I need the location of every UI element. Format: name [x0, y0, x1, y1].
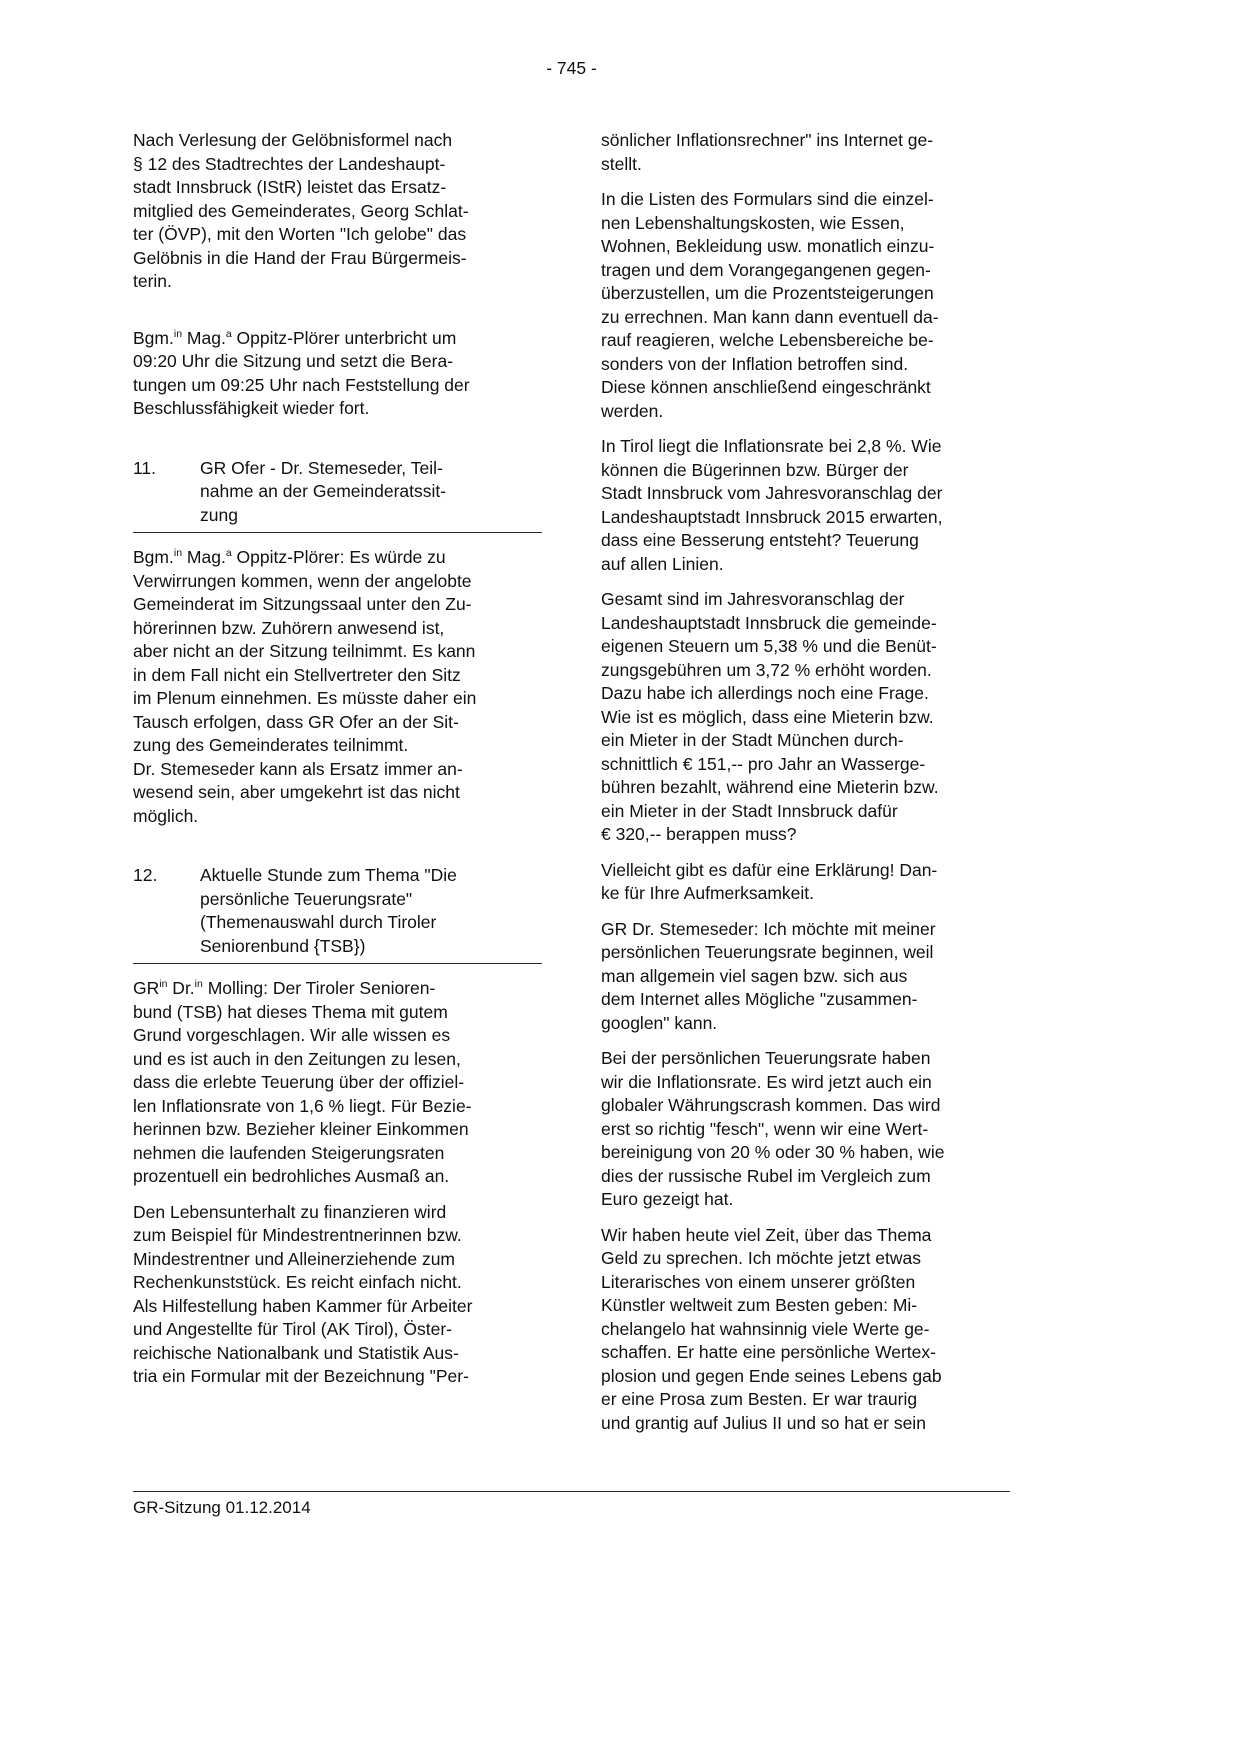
paragraph: GR Dr. Stemeseder: Ich möchte mit meiner persönlichen Teuerungsrate beginnen, weil man allgemein viel sagen bzw. sich aus dem Internet alles Mögliche "zusammen- googlen" kann. — [601, 918, 936, 1033]
page-number: - 745 - — [546, 58, 597, 78]
paragraph: In die Listen des Formulars sind die einzel- nen Lebenshaltungskosten, wie Essen, Wohnen, Bekleidung usw. monatlich einzu- tragen und dem Vorangegangenen gegen- überzustellen, um die Prozentsteigerungen zu errechnen. Man kann dann eventuell da- rauf reagieren, welche Lebensbereiche be- sonders von der Inflation betroffen sind. Diese können anschließend eingeschränkt werden. — [601, 189, 939, 421]
left-column — [133, 129, 542, 1447]
agenda-item-heading — [133, 457, 542, 534]
superscript: a — [225, 547, 232, 560]
superscript: in — [194, 978, 203, 991]
footer-session-label: GR-Sitzung 01.12.2014 — [133, 1498, 311, 1517]
agenda-item-number: 11. — [133, 457, 157, 478]
agenda-item-heading — [133, 864, 542, 964]
agenda-item-number: 12. — [133, 865, 158, 885]
paragraph: Bei der persönlichen Teuerungsrate haben wir die Inflationsrate. Es wird jetzt auch ein globaler Währungscrash kommen. Das wird erst so richtig "fesch", wenn wir eine Wert- bereinigung von 20 % oder 30 % haben, wie dies der russische Rubel im Vergleich zum Euro gezeigt hat. — [601, 1048, 945, 1209]
superscript: a — [225, 327, 232, 340]
agenda-item-title: Aktuelle Stunde zum Thema "Die persönliche Teuerungsrate" (Themenauswahl durch Tiroler Seniorenbund {TSB}) — [200, 865, 457, 956]
superscript: in — [159, 978, 168, 991]
paragraph: Vielleicht gibt es dafür eine Erklärung! Dan- ke für Ihre Aufmerksamkeit. — [601, 859, 938, 903]
paragraph: Bgm.$^{in}$ Mag.$^a$ Oppitz-Plörer: Es würde zu Verwirrungen kommen, wenn der angelobte Gemeinderat im Sitzungssaal unter den Zu- hörerinnen bzw. Zuhörern anwesend ist, aber nicht an der Sitzung teilnimmt. Es kann in dem Fall nicht ein Stellvertreter den Sitz im Plenum einnehmen. Es müsste daher ein Tausch erfolgen, dass GR Ofer an der Sit- zung des Gemeinderates teilnimmt. Dr. Stemeseder kann als Ersatz immer an- wesend sein, aber umgekehrt ist das nicht möglich. — [133, 547, 477, 826]
paragraph: Bgm.$^{in}$ Mag.$^a$ Oppitz-Plörer unterbricht um 09:20 Uhr die Sitzung und setzt die Bera- tungen um 09:25 Uhr nach Feststellung der Beschlussfähigkeit wieder fort. — [133, 327, 470, 418]
right-column — [601, 129, 1010, 1447]
page-footer — [133, 1491, 1010, 1519]
agenda-item-title: GR Ofer - Dr. Stemeseder, Teil- nahme an der Gemeinderatssit- zung — [200, 457, 447, 525]
paragraph: Den Lebensunterhalt zu finanzieren wird zum Beispiel für Mindestrentnerinnen bzw. Mindestrentner und Alleinerziehende zum Rechenkunststück. Es reicht einfach nicht. Als Hilfestellung haben Kammer für Arbeiter und Angestellte für Tirol (AK Tirol), Öster- reichische Nationalbank und Statistik Aus- tria ein Formular mit der Bezeichnung "Per- — [133, 1201, 473, 1386]
paragraph: Nach Verlesung der Gelöbnisformel nach § 12 des Stadtrechtes der Landeshaupt- stadt Innsbruck (IStR) leistet das Ersatz- mitglied des Gemeinderates, Georg Schlat- ter (ÖVP), mit den Worten "Ich gelobe" das Gelöbnis in die Hand der Frau Bürgermeis- terin. — [133, 130, 469, 291]
paragraph: sönlicher Inflationsrechner" ins Internet ge- stellt. — [601, 130, 934, 174]
page-body — [133, 129, 1010, 1447]
superscript: in — [173, 547, 183, 560]
paragraph: $GR^{in}$ Dr.$^{in}$ Molling: Der Tiroler Senioren- bund (TSB) hat dieses Thema mit gutem Grund vorgeschlagen. Wir alle wissen es und es ist auch in den Zeitungen zu lesen, dass die erlebte Teuerung über der offiziel- len Inflationsrate von 1,6 % liegt. Für Bezie- herinnen bzw. Bezieher kleiner Einkommen nehmen die laufenden Steigerungsraten prozentuell ein bedrohliches Ausmaß an. — [133, 978, 472, 1186]
paragraph: In Tirol liegt die Inflationsrate bei 2,8 %. Wie können die Bügerinnen bzw. Bürger der Stadt Innsbruck vom Jahresvoranschlag der Landeshauptstadt Innsbruck 2015 erwarten, dass eine Besserung entsteht? Teuerung auf allen Linien. — [601, 436, 943, 574]
paragraph: Wir haben heute viel Zeit, über das Thema Geld zu sprechen. Ich möchte jetzt etwas Literarisches von einem unserer größten Künstler weltweit zum Besten geben: Mi- chelangelo hat wahnsinnig viele Werte ge- schaffen. Er hatte eine persönliche Wertex- plosion und gegen Ende seines Lebens gab er eine Prosa zum Besten. Er war traurig und grantig auf Julius II und so hat er sein — [601, 1224, 942, 1433]
paragraph: Gesamt sind im Jahresvoranschlag der Landeshauptstadt Innsbruck die gemeinde- eigenen Steuern um 5,38 % und die Benüt- zungsgebühren um 3,72 % erhöht worden. Dazu habe ich allerdings noch eine Frage. Wie ist es möglich, dass eine Mieterin bzw. ein Mieter in der Stadt München durch- schnittlich € 151,-- pro Jahr an Wasserge- bühren bezahlt, während eine Mieterin bzw. ein Mieter in der Stadt Innsbruck dafür € 320,-- berappen muss? — [601, 589, 939, 844]
superscript: in — [173, 327, 183, 340]
